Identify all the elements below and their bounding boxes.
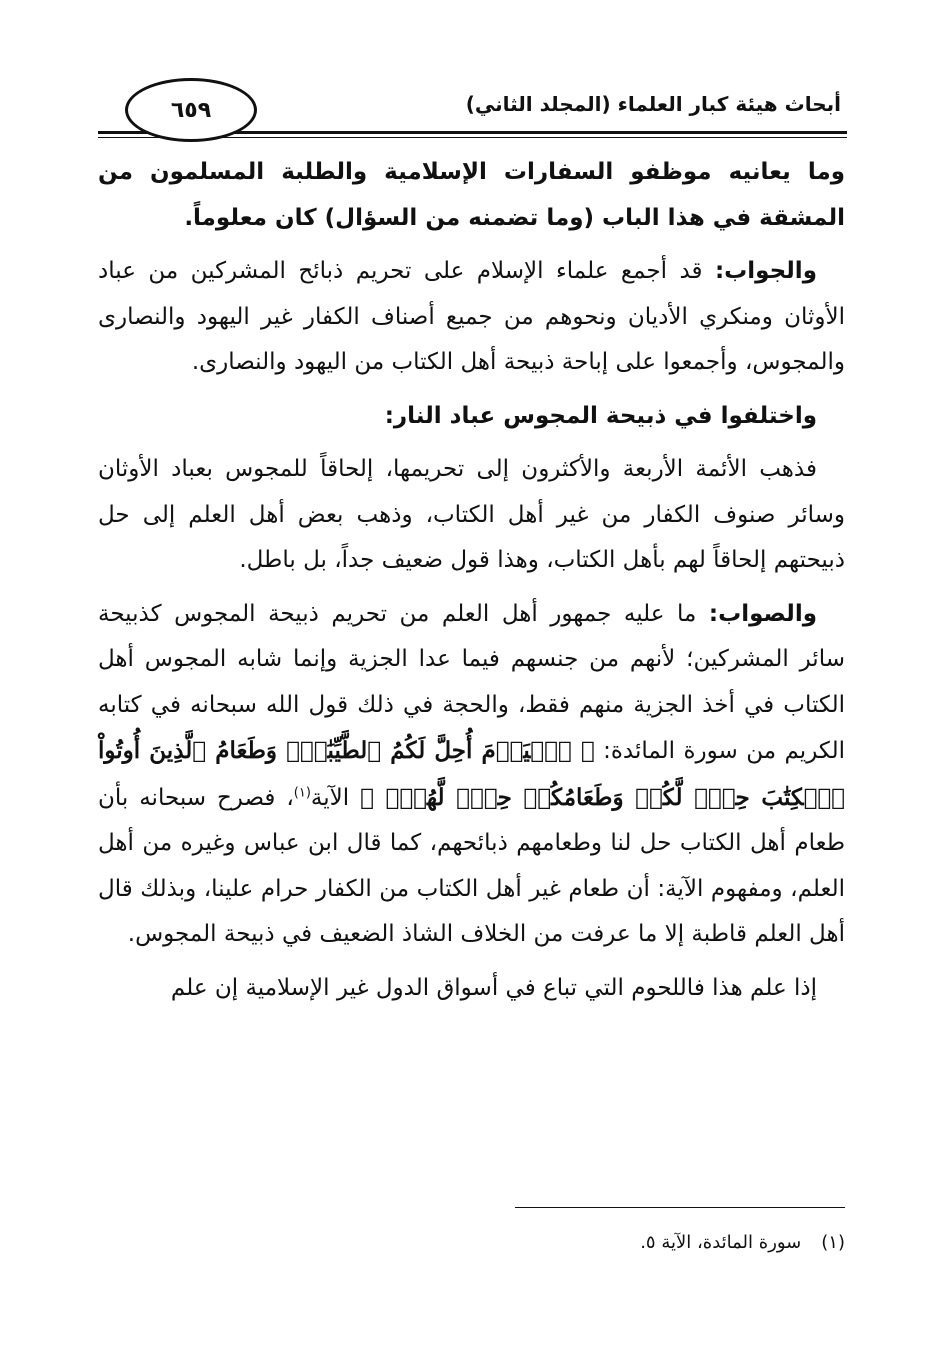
paragraph-6: إذا علم هذا فاللحوم التي تباع في أسواق الدول غير الإسلامية إن علم: [170, 974, 817, 1001]
quran-verse: ﴿ ٱلۡيَوۡمَ أُحِلَّ لَكُمُ ٱلطَّيِّبَٰتُۖ وَطَعَامُ ٱلَّذِينَ أُوتُواْ ٱلۡكِتَٰبَ حِلّٞ لَّكُمۡ وَطَعَامُكُمۡ حِلّٞ لَّهُمۡۖ ﴾: [98, 737, 845, 811]
footnote-text: سورة المائدة، الآية ٥.: [640, 1232, 802, 1253]
paragraph-4: فذهب الأئمة الأربعة والأكثرون إلى تحريمها، إلحاقاً للمجوس بعباد الأوثان وسائر صنوف الكفار من غير أهل الكتاب، وذهب بعض أهل العلم إلى حل ذبيحتهم إلحاقاً لهم بأهل الكتاب، وهذا قول ضعيف جداً، بل باطل.: [98, 456, 845, 573]
footnote-reference[interactable]: (١): [293, 784, 311, 800]
body-text: [98, 150, 845, 1019]
correct-view-text-c: ، فصرح سبحانه بأن طعام أهل الكتاب حل لنا وطعامهم ذبائحهم، كما قال ابن عباس وغيره من أهل العلم، ومفهوم الآية: أن طعام غير أهل الكتاب من الكفار حرام علينا، وبذلك قال أهل العلم قاطبة إلا ما عرفت من الخلاف الشاذ الضعيف في ذبيحة المجوس.: [98, 784, 845, 947]
paragraph-3: واختلفوا في ذبيحة المجوس عباد النار:: [384, 402, 817, 429]
footnote-rule: [515, 1207, 845, 1208]
page-number: ٦٥٩: [170, 97, 212, 123]
footnote-number: (١): [821, 1232, 845, 1253]
page-number-oval: [125, 78, 257, 142]
answer-lead: والجواب:: [714, 258, 817, 284]
paragraph-5: [98, 592, 845, 958]
running-title: أبحاث هيئة كبار العلماء (المجلد الثاني): [465, 92, 841, 116]
footnote: [640, 1232, 845, 1253]
paragraph-2: [98, 249, 845, 386]
paragraph-1: وما يعانيه موظفو السفارات الإسلامية والطلبة المسلمون من المشقة في هذا الباب (وما تضمنه من السؤال) كان معلوماً.: [98, 159, 845, 231]
correct-view-lead: والصواب:: [708, 600, 817, 627]
answer-text: قد أجمع علماء الإسلام على تحريم ذبائح المشركين من عباد الأوثان ومنكري الأديان ونحوهم من جميع أصناف الكفار غير اليهود والنصارى والمجوس، وأجمعوا على إباحة ذبيحة أهل الكتاب من اليهود والنصارى.: [98, 258, 845, 375]
correct-view-text-a: ما عليه جمهور أهل العلم من تحريم ذبيحة المجوس كذبيحة سائر المشركين؛ لأنهم من جنسهم فيما عدا الجزية وإنما شابه المجوس أهل الكتاب في أخذ الجزية منهم فقط، والحجة في ذلك قول الله سبحانه في كتابه الكريم من سورة المائدة:: [98, 600, 845, 764]
correct-view-text-b: الآية: [310, 784, 361, 811]
